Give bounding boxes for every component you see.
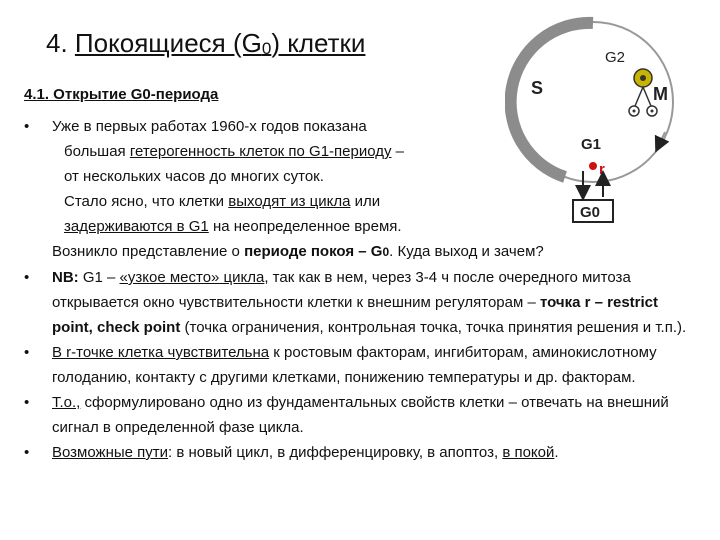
- title-post: ) клетки: [271, 28, 366, 58]
- b2-nb: NB:: [52, 269, 79, 286]
- b1-rest-period: периоде покоя – G: [244, 243, 383, 260]
- label-r: r: [599, 161, 605, 178]
- b5-paths: Возможные пути: [52, 444, 169, 461]
- label-m: M: [653, 84, 668, 104]
- b1-line4: Стало ясно, что клетки выходят из цикла или: [64, 193, 381, 210]
- title-number: 4.: [46, 28, 75, 58]
- bullet-3: • В r-точке клетка чувствительна к ростовым факторам, ингибиторам, аминокислотному голоданию, контакту с другими клетками, понижению температуры и др. факторам.: [24, 340, 696, 390]
- label-g2: G2: [605, 49, 626, 66]
- b1-line2: большая гетерогенность клеток по G1-периоду –: [64, 143, 405, 160]
- r-point-dot: [589, 162, 597, 170]
- label-g0: G0: [580, 204, 601, 221]
- title-subscript: 0: [261, 39, 272, 58]
- section-subtitle: 4.1. Открытие G0-периода: [24, 86, 219, 103]
- label-g1: G1: [581, 136, 602, 153]
- b2-restrict-point: точка r – restrict point, check point: [52, 294, 659, 336]
- bullet-dot: •: [24, 444, 30, 461]
- bullet-dot: •: [24, 118, 30, 135]
- b1-delay-g1: задерживаются в G1: [64, 218, 209, 235]
- b1-line1: Уже в первых работах 1960-х годов показана: [52, 118, 367, 135]
- title-main: Покоящиеся (G: [74, 28, 262, 58]
- b2-bottleneck: «узкое место» цикла: [119, 269, 265, 286]
- b1-line3: от нескольких часов до многих суток.: [64, 168, 324, 185]
- bullet-dot: •: [24, 344, 30, 361]
- label-s: S: [531, 78, 544, 98]
- b1-exit-cycle: выходят из цикла: [228, 193, 351, 210]
- b1-line6: Возникло представление о периоде покоя – G0. Куда выход и зачем?: [52, 243, 544, 260]
- b1-g0-sub: 0: [382, 245, 390, 259]
- s-phase-arc: [511, 23, 593, 177]
- b4-thus: Т.о.,: [52, 394, 81, 411]
- bullet-2: • NB: G1 – «узкое место» цикла, так как в нем, через 3-4 ч после очередного митоза открывается окно чувствительности клетки к внешним регуляторам – точка r – restrict point, check point (точка ограничения, контрольная точка, точка принятия решения и т.п.).: [24, 265, 696, 340]
- b1-line5: задерживаются в G1 на неопределенное время.: [64, 218, 402, 235]
- bullet-5: • Возможные пути: в новый цикл, в дифференцировку, в апоптоз, в покой.: [24, 440, 696, 465]
- page-title: [46, 28, 365, 59]
- bullet-4: • Т.о., сформулировано одно из фундаментальных свойств клетки – отвечать на внешний сигнал в определенной фазе цикла.: [24, 390, 696, 440]
- b3-r-point: В r-точке клетка чувствительна: [52, 344, 270, 361]
- cell-cycle-diagram: [505, 14, 685, 224]
- b1-heterogeneity: гетерогенность клеток по G1-периоду: [129, 143, 392, 160]
- bullet-dot: •: [24, 394, 30, 411]
- bullet-dot: •: [24, 269, 30, 286]
- title-underlined: [75, 28, 271, 58]
- b5-rest: в покой: [502, 444, 555, 461]
